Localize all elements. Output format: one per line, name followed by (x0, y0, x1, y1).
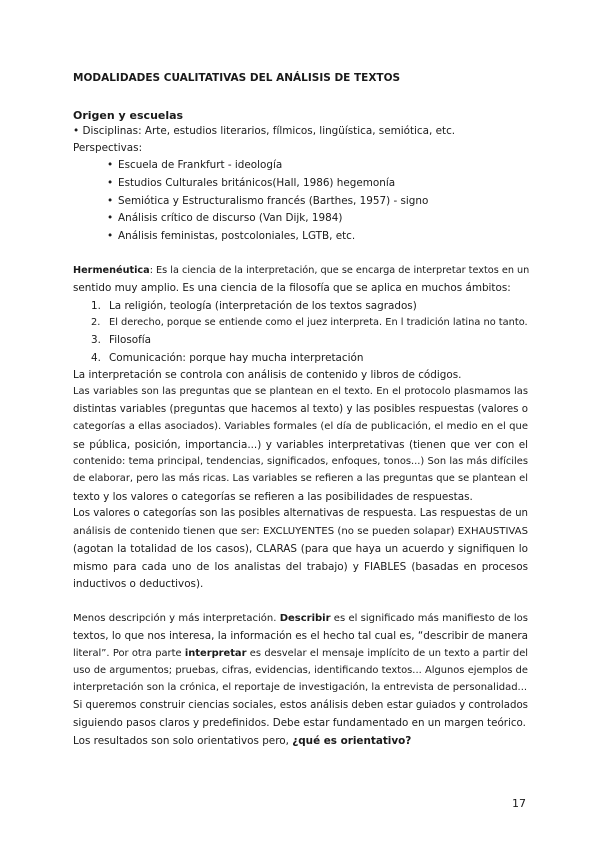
numbered-item: 4. Comunicación: porque hay mucha interpretación (91, 352, 364, 364)
paragraph-line: siguiendo pasos claros y predefinidos. Debe estar fundamentado en un margen teórico. (73, 717, 526, 729)
disciplines-text: Disciplinas: Arte, estudios literarios, fílmicos, lingüística, semiótica, etc. (82, 125, 456, 137)
perspective-item: • Escuela de Frankfurt - ideología (107, 159, 283, 171)
paragraph-line: interpretación son la crónica, el reportaje de investigación, la entrevista de personalidad... (73, 682, 528, 693)
term-describir: Describir (279, 613, 331, 624)
paragraph-line: textos, lo que nos interesa, la información es el hecho tal cual es, “describir de manera (73, 630, 528, 642)
numbered-item: 1. La religión, teología (interpretación de los textos sagrados) (91, 300, 417, 312)
numbered-item: 3. Filosofía (91, 334, 152, 346)
paragraph-line: análisis de contenido tienen que ser: EXCLUYENTES (no se pueden solapar) EXHAUSTIVAS (73, 526, 528, 537)
paragraph-line: inductivos o deductivos). (73, 578, 204, 590)
paragraph-line: uso de argumentos; pruebas, cifras, evidencias, identificando textos... Algunos ejemplos de (73, 665, 528, 676)
bullet-icon: • (73, 125, 80, 137)
paragraph-line: de elaborar, pero las más ricas. Las variables se refieren a las preguntas que se plantean el (73, 473, 528, 484)
paragraph-line: Si queremos construir ciencias sociales, estos análisis deben estar guiados y controlados (73, 700, 528, 711)
hermeneutica-line-2: sentido muy amplio. Es una ciencia de la filosofía que se aplica en muchos ámbitos: (73, 282, 511, 294)
perspectives-label: Perspectivas: (73, 142, 143, 154)
bullet-icon: • (107, 177, 114, 189)
bullet-icon: • (107, 212, 114, 224)
numbered-item: 2. El derecho, porque se entiende como el juez interpreta. En l tradición latina no tanto. (91, 317, 528, 328)
perspective-item: • Análisis feministas, postcoloniales, LGTB, etc. (107, 230, 356, 242)
bullet-icon: • (107, 230, 114, 242)
bullet-icon: • (107, 159, 114, 171)
section-heading-origin: Origen y escuelas (73, 109, 184, 122)
bullet-icon: • (107, 195, 114, 207)
term-interpretar: interpretar (184, 648, 247, 659)
hermeneutica-term: Hermenéutica (73, 265, 150, 276)
paragraph-line: Menos descripción y más interpretación. Describir es el significado más manifiesto de los (73, 613, 528, 624)
paragraph-line: Las variables son las preguntas que se plantean en el texto. En el protocolo plasmamos las (73, 386, 528, 397)
paragraph-line: se pública, posición, importancia...) y variables interpretativas (tienen que ver con el (73, 439, 528, 451)
perspective-item: • Estudios Culturales británicos(Hall, 1986) hegemonía (107, 177, 396, 189)
question-orientativo: ¿qué es orientativo? (292, 735, 412, 747)
paragraph-line: texto y los valores o categorías se refieren a las posibilidades de respuestas. (73, 491, 473, 503)
paragraph-line: mismo para cada uno de los analistas del trabajo) y FIABLES (basadas en procesos (73, 561, 528, 573)
perspective-item: • Análisis crítico de discurso (Van Dijk, 1984) (107, 212, 343, 224)
paragraph-line: categorías a ellas asociados). Variables formales (el día de publicación, el medio en el que (73, 421, 528, 432)
paragraph-line: Los resultados son solo orientativos pero, ¿qué es orientativo? (73, 735, 412, 747)
paragraph-line: Los valores o categorías son las posibles alternativas de respuesta. Las respuestas de un (73, 508, 528, 519)
page-number: 17 (512, 797, 526, 810)
document-title: MODALIDADES CUALITATIVAS DEL ANÁLISIS DE TEXTOS (73, 72, 401, 84)
paragraph-line: distintas variables (preguntas que hacemos al texto) y las posibles respuestas (valores o (73, 404, 528, 415)
disciplines-line (73, 124, 455, 138)
paragraph-line: contenido: tema principal, tendencias, significados, enfoques, tonos...) Son las más difíciles (73, 456, 528, 467)
paragraph-line: literal”. Por otra parte interpretar es desvelar el mensaje implícito de un texto a partir del (73, 648, 529, 659)
hermeneutica-line-1: Hermenéutica: Es la ciencia de la interpretación, que se encarga de interpretar textos en un (73, 265, 530, 276)
paragraph-line: La interpretación se controla con análisis de contenido y libros de códigos. (73, 369, 462, 381)
perspective-item: • Semiótica y Estructuralismo francés (Barthes, 1957) - signo (107, 195, 429, 207)
paragraph-line: (agotan la totalidad de los casos), CLARAS (para que haya un acuerdo y signifiquen lo (73, 543, 528, 555)
